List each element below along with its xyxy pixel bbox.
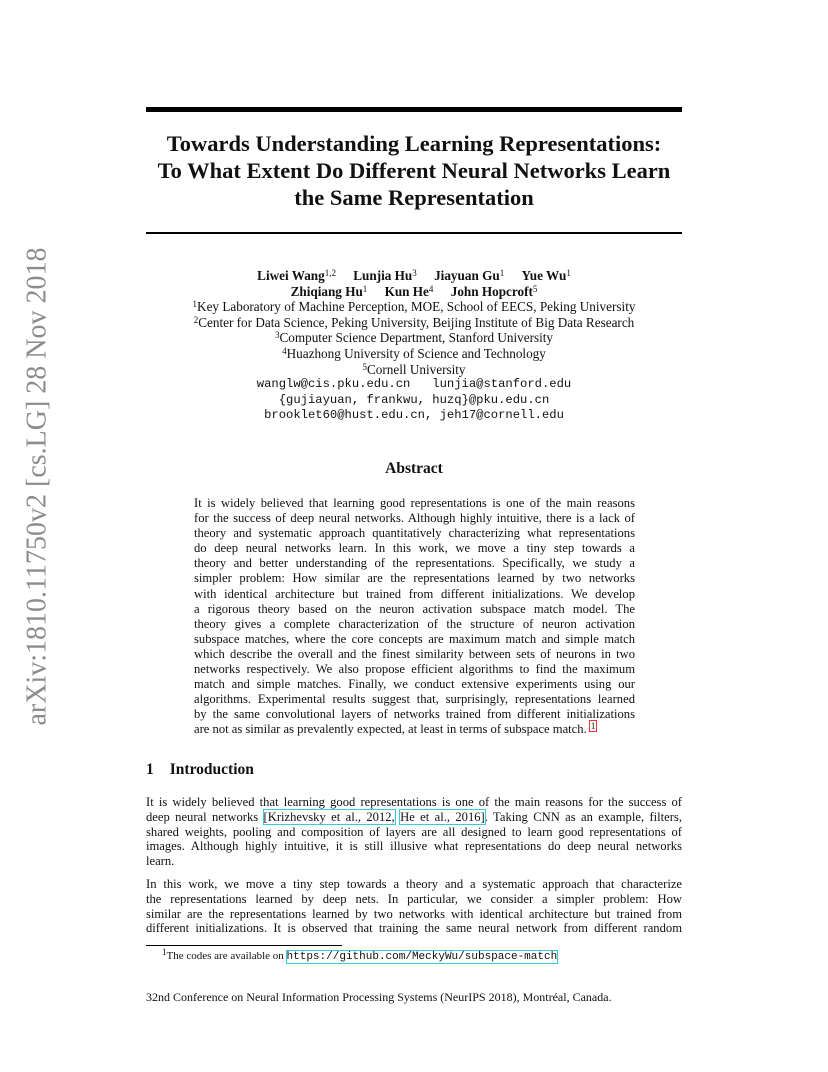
paragraph-line: In this work, we move a tiny step towards a theory and a systematic approach that characterize xyxy=(146,877,682,891)
section-title: Introduction xyxy=(169,761,254,778)
abstract-line: It is widely believed that learning good representations is one of the main reasons xyxy=(194,496,635,510)
paragraph-line: shared weights, pooling and composition of layers are all designed to learn good representations of xyxy=(146,824,682,839)
author: Kun He$^4$ xyxy=(384,283,434,299)
conference-footer: 32nd Conference on Neural Information Processing Systems (NeurIPS 2018), Montréal, Canada. xyxy=(146,990,612,1004)
author: Zhiqiang Hu$^1$ xyxy=(290,283,368,299)
paragraph-line: different initializations. It is observed that training the same neural network from different random xyxy=(146,921,682,936)
title-rule-bottom xyxy=(146,232,682,234)
email-line: brooklet60@hust.edu.cn, jeh17@cornell.edu xyxy=(264,408,564,423)
paragraph-line: learn. xyxy=(146,854,175,869)
citation-link[interactable]: He et al., 2016] xyxy=(400,809,485,824)
section-heading xyxy=(146,761,254,779)
abstract-line: by the same convolutional layers of networks trained from different initializations xyxy=(194,707,635,722)
title-rule-top xyxy=(146,107,682,112)
abstract-line: algorithms. Experimental results suggest that, surprisingly, representations learned xyxy=(194,692,635,707)
footnote-rule xyxy=(146,945,342,946)
arxiv-identifier: arXiv:1810.11750v2 [cs.LG] 28 Nov 2018 xyxy=(21,247,53,726)
paragraph-line: It is widely believed that learning good representations is one of the main reasons for the success of xyxy=(146,795,682,809)
author: Lunjia Hu$^3$ xyxy=(353,268,417,283)
intro-paragraph xyxy=(146,795,682,869)
section-number: 1 xyxy=(146,761,154,778)
code-url-link[interactable]: https://github.com/MeckyWu/subspace-match xyxy=(286,951,558,963)
title-line: To What Extent Do Different Neural Networks Learn xyxy=(157,158,671,183)
citation-link[interactable]: [Krizhevsky et al., 2012, xyxy=(263,809,395,824)
abstract-line: with identical architecture but trained from different initializations. We develop xyxy=(194,586,635,601)
abstract-line: do deep neural networks learn. In this work, we move a tiny step towards a xyxy=(194,541,635,556)
intro-paragraph xyxy=(146,877,682,936)
abstract-line: are not as similar as prevalently expected, at least in terms of subspace match. $^1$ xyxy=(194,721,596,737)
footnote: $^1$The codes are available on https://github.com/MeckyWu/subspace-match xyxy=(162,947,558,963)
author-row xyxy=(120,268,708,284)
paragraph-line: images. Although highly intuitive, it is still illusive what representations do deep neural networks xyxy=(146,839,682,854)
abstract-heading: Abstract xyxy=(385,460,443,477)
paper-title xyxy=(120,130,708,211)
abstract-line: subspace matches, where the core concepts are maximum match and simple match xyxy=(194,631,635,646)
author: Yue Wu$^1$ xyxy=(521,268,571,283)
paragraph-line: deep neural networks [Krizhevsky et al., 2012, He et al., 2016]. Taking CNN as an example, filters, xyxy=(146,809,682,824)
author: John Hopcroft$^5$ xyxy=(450,283,538,299)
abstract-line: networks respectively. We also propose efficient algorithms to find the maximum xyxy=(194,662,635,677)
email-line: {gujiayuan, frankwu, huzq}@pku.edu.cn xyxy=(278,392,550,407)
abstract-line: theory and better understanding of the representations. Specifically, we study a xyxy=(194,556,635,571)
affiliation: $^4$Huazhong University of Science and Technology xyxy=(282,345,546,361)
affiliation: $^3$Computer Science Department, Stanford University xyxy=(274,330,554,346)
abstract-line: theory gives a complete characterization of the structure of neuron activation xyxy=(194,616,635,631)
author: Liwei Wang$^{1,2}$ xyxy=(257,268,336,283)
abstract-line: a rigorous theory based on the neuron activation subspace match model. The xyxy=(194,601,635,616)
title-line: Towards Understanding Learning Representations: xyxy=(166,131,662,156)
paragraph-line: the representations learned by deep nets. In particular, we consider a simpler problem: How xyxy=(146,891,682,906)
affiliation: $^5$Cornell University xyxy=(362,361,466,377)
affiliation: $^2$Center for Data Science, Peking University, Beijing Institute of Big Data Research xyxy=(193,314,635,330)
footnote-link[interactable]: 1 xyxy=(590,721,596,732)
author-row xyxy=(120,284,708,300)
email-line: wanglw@cis.pku.edu.cn lunjia@stanford.edu xyxy=(256,377,572,392)
author: Jiayuan Gu$^1$ xyxy=(434,268,505,283)
author-block xyxy=(120,268,708,424)
abstract-body xyxy=(194,496,635,738)
title-line: the Same Representation xyxy=(294,185,534,210)
paragraph-line: similar are the representations learned by two networks with identical architecture but trained from xyxy=(146,906,682,921)
abstract-line: theory and systematic approach quantitatively characterizing what representations xyxy=(194,526,635,541)
abstract-line: for the success of deep neural networks. Although highly intuitive, there is a lack of xyxy=(194,511,635,526)
abstract-line: match and simple matches. Finally, we conduct extensive experiments using our xyxy=(194,677,635,692)
affiliation: $^1$Key Laboratory of Machine Perception, MOE, School of EECS, Peking University xyxy=(192,299,636,315)
abstract-line: simpler problem: How similar are the representations learned by two networks xyxy=(194,571,635,586)
abstract-line: which describe the overall and the finest similarity between sets of neurons in two xyxy=(194,646,635,661)
